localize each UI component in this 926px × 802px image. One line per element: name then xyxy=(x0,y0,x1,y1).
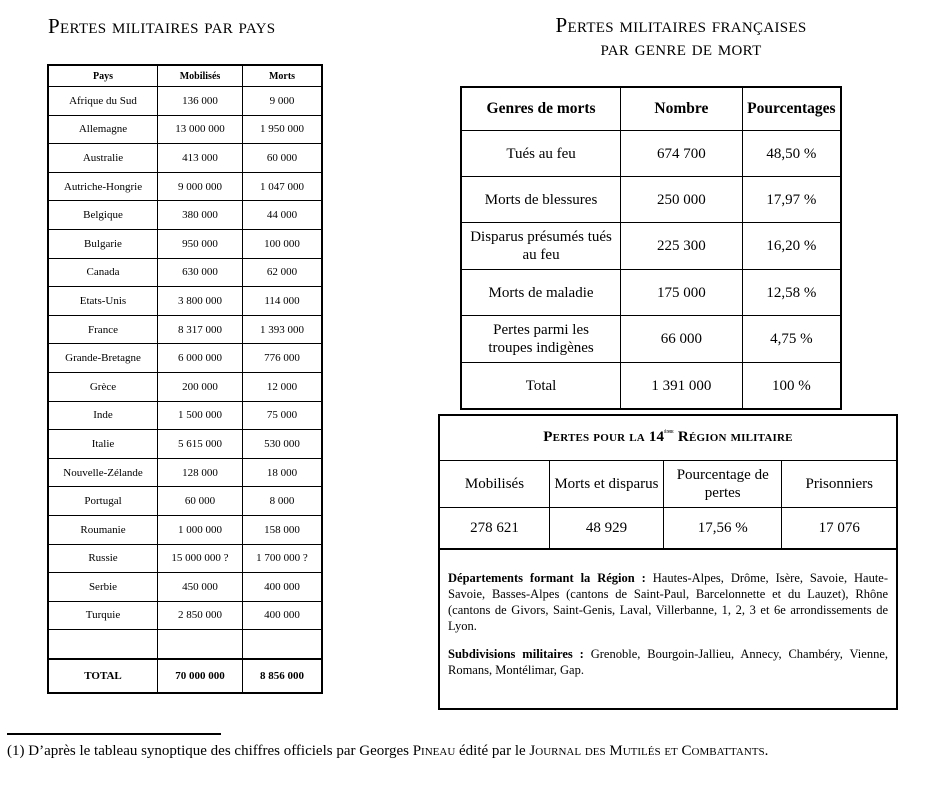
table-cell: Canada xyxy=(48,258,158,287)
table-cell: 380 000 xyxy=(158,201,243,230)
table-cell: 9 000 xyxy=(243,87,323,116)
table-cell: 225 300 xyxy=(621,223,743,270)
departments-text: Hautes-Alpes, Drôme, Isère, Savoie, Haute-Savoie, Basses-Alpes (cantons de Saint-Paul, Barcelonnette et du Lauzet), Rhône (cantons de Givors, Saint-Genis, Laval, Villerbanne, 1, 2, 3 et 6e arrondissements de Lyon. xyxy=(448,571,889,633)
table-cell: Disparus présumés tués au feu xyxy=(461,223,621,270)
table-cell: 60 000 xyxy=(158,487,243,516)
table-cell: Pertes parmi les troupes indigènes xyxy=(461,316,621,363)
table-row xyxy=(48,401,322,430)
table-cell: 100 000 xyxy=(243,229,323,258)
table-cell: 630 000 xyxy=(158,258,243,287)
french-table-container xyxy=(460,86,842,410)
value-cell: 48 929 xyxy=(549,508,663,550)
table-row xyxy=(48,229,322,258)
header-cell: Mobilisés xyxy=(158,65,243,87)
table-cell: 530 000 xyxy=(243,430,323,459)
header-cell: Genres de morts xyxy=(461,87,621,131)
table-cell: 5 615 000 xyxy=(158,430,243,459)
table-row xyxy=(48,172,322,201)
header-cell: Nombre xyxy=(621,87,743,131)
table-cell: Grèce xyxy=(48,372,158,401)
table-cell: 66 000 xyxy=(621,316,743,363)
table-row xyxy=(48,487,322,516)
header-cell: Morts et disparus xyxy=(549,461,663,508)
value-cell: 17 076 xyxy=(782,508,896,550)
table-cell: 1 047 000 xyxy=(243,172,323,201)
departments-paragraph xyxy=(448,570,888,634)
header-cell: Prisonniers xyxy=(782,461,896,508)
table-cell: Belgique xyxy=(48,201,158,230)
table-cell: Morts de blessures xyxy=(461,177,621,223)
table-cell: 950 000 xyxy=(158,229,243,258)
french-title-line2: par genre de mort xyxy=(600,36,762,60)
total-cell: TOTAL xyxy=(48,659,158,693)
table-cell: Portugal xyxy=(48,487,158,516)
table-cell: Roumanie xyxy=(48,515,158,544)
region-box xyxy=(438,414,898,710)
table-cell: Italie xyxy=(48,430,158,459)
table-row xyxy=(48,544,322,573)
table-cell: 1 393 000 xyxy=(243,315,323,344)
table-cell: 16,20 % xyxy=(742,223,841,270)
header-cell: Morts xyxy=(243,65,323,87)
table-row xyxy=(461,131,841,177)
table-cell: France xyxy=(48,315,158,344)
table-cell: 8 000 xyxy=(243,487,323,516)
table-row xyxy=(48,115,322,144)
table-cell: Russie xyxy=(48,544,158,573)
table-cell: Allemagne xyxy=(48,115,158,144)
table-header-row xyxy=(48,65,322,87)
countries-table-title: Pertes militaires par pays xyxy=(48,14,276,38)
table-cell: Autriche-Hongrie xyxy=(48,172,158,201)
table-row xyxy=(48,344,322,373)
table-row xyxy=(440,508,896,550)
table-cell: 1 000 000 xyxy=(158,515,243,544)
table-cell: Serbie xyxy=(48,573,158,602)
table-cell: Turquie xyxy=(48,601,158,630)
empty-cell xyxy=(243,630,323,660)
table-cell: 413 000 xyxy=(158,144,243,173)
total-cell: 70 000 000 xyxy=(158,659,243,693)
region-title xyxy=(440,416,896,460)
table-row xyxy=(48,258,322,287)
empty-cell xyxy=(48,630,158,660)
footnote-part1: (1) D’après le tableau synoptique des chiffres officiels par Georges xyxy=(7,743,413,759)
value-cell: 278 621 xyxy=(440,508,549,550)
french-losses-table xyxy=(460,86,842,410)
table-cell: Australie xyxy=(48,144,158,173)
table-cell: Total xyxy=(461,363,621,410)
table-cell: 2 850 000 xyxy=(158,601,243,630)
table-cell: 128 000 xyxy=(158,458,243,487)
table-row xyxy=(48,201,322,230)
table-row xyxy=(48,87,322,116)
table-cell: 114 000 xyxy=(243,287,323,316)
value-cell: 17,56 % xyxy=(663,508,782,550)
table-cell: 48,50 % xyxy=(742,131,841,177)
table-row xyxy=(461,177,841,223)
subdivisions-text: Grenoble, Bourgoin-Jallieu, Annecy, Chambéry, Vienne, Romans, Montélimar, Gap. xyxy=(448,647,888,677)
table-cell: 8 317 000 xyxy=(158,315,243,344)
table-cell: 200 000 xyxy=(158,372,243,401)
subdivisions-label: Subdivisions militaires : xyxy=(448,647,584,661)
table-cell: Afrique du Sud xyxy=(48,87,158,116)
table-cell: Etats-Unis xyxy=(48,287,158,316)
total-cell: 8 856 000 xyxy=(243,659,323,693)
table-cell: 18 000 xyxy=(243,458,323,487)
countries-table-container xyxy=(47,64,323,694)
table-cell: 776 000 xyxy=(243,344,323,373)
table-row xyxy=(461,270,841,316)
table-header-row xyxy=(440,461,896,508)
region-title-sup: ème xyxy=(664,429,674,435)
subdivisions-paragraph xyxy=(448,646,888,678)
table-cell: 3 800 000 xyxy=(158,287,243,316)
table-cell: 60 000 xyxy=(243,144,323,173)
blank-row xyxy=(48,630,322,660)
total-row xyxy=(461,363,841,410)
header-cell: Pourcentages xyxy=(742,87,841,131)
table-header-row xyxy=(461,87,841,131)
region-table xyxy=(440,460,896,550)
departments-label: Départements formant la Région : xyxy=(448,571,646,585)
table-cell: 6 000 000 xyxy=(158,344,243,373)
footnote-part3: . xyxy=(764,743,769,759)
table-cell: 15 000 000 ? xyxy=(158,544,243,573)
table-cell: 12,58 % xyxy=(742,270,841,316)
table-cell: 62 000 xyxy=(243,258,323,287)
header-cell: Pays xyxy=(48,65,158,87)
table-row xyxy=(48,573,322,602)
table-cell: Tués au feu xyxy=(461,131,621,177)
footnote xyxy=(7,742,919,761)
table-row xyxy=(48,372,322,401)
table-cell: Nouvelle-Zélande xyxy=(48,458,158,487)
table-cell: 400 000 xyxy=(243,601,323,630)
table-cell: 1 500 000 xyxy=(158,401,243,430)
table-row xyxy=(48,515,322,544)
table-cell: 1 950 000 xyxy=(243,115,323,144)
countries-table xyxy=(47,64,323,694)
table-cell: 13 000 000 xyxy=(158,115,243,144)
table-cell: 400 000 xyxy=(243,573,323,602)
table-cell: 1 700 000 ? xyxy=(243,544,323,573)
table-cell: 4,75 % xyxy=(742,316,841,363)
table-cell: Morts de maladie xyxy=(461,270,621,316)
french-table-body xyxy=(461,131,841,410)
table-row xyxy=(48,315,322,344)
table-row xyxy=(48,430,322,459)
table-cell: 1 391 000 xyxy=(621,363,743,410)
table-row xyxy=(48,458,322,487)
footnote-rule xyxy=(7,733,221,735)
table-cell: 158 000 xyxy=(243,515,323,544)
table-cell: 17,97 % xyxy=(742,177,841,223)
header-cell: Mobilisés xyxy=(440,461,549,508)
french-table-title xyxy=(496,14,866,60)
table-row xyxy=(461,316,841,363)
table-cell: 44 000 xyxy=(243,201,323,230)
table-cell: 100 % xyxy=(742,363,841,410)
table-row xyxy=(48,287,322,316)
header-cell: Pourcentage de pertes xyxy=(663,461,782,508)
table-cell: Bulgarie xyxy=(48,229,158,258)
table-cell: 12 000 xyxy=(243,372,323,401)
table-row xyxy=(48,601,322,630)
region-title-part1: Pertes pour la 14 xyxy=(543,429,665,445)
empty-cell xyxy=(158,630,243,660)
table-cell: 674 700 xyxy=(621,131,743,177)
footnote-part2: édité par le xyxy=(455,743,530,759)
total-row xyxy=(48,659,322,693)
table-cell: 450 000 xyxy=(158,573,243,602)
table-cell: Inde xyxy=(48,401,158,430)
table-row xyxy=(461,223,841,270)
table-cell: 75 000 xyxy=(243,401,323,430)
table-cell: 136 000 xyxy=(158,87,243,116)
countries-table-body xyxy=(48,87,322,694)
footnote-author: Pineau xyxy=(412,743,456,759)
table-row xyxy=(48,144,322,173)
table-cell: 9 000 000 xyxy=(158,172,243,201)
table-cell: 250 000 xyxy=(621,177,743,223)
table-cell: Grande-Bretagne xyxy=(48,344,158,373)
french-title-line1: Pertes militaires françaises xyxy=(555,13,807,37)
table-cell: 175 000 xyxy=(621,270,743,316)
region-title-part2: Région militaire xyxy=(673,429,793,445)
footnote-journal: Journal des Mutilés et Combattants xyxy=(529,743,765,759)
